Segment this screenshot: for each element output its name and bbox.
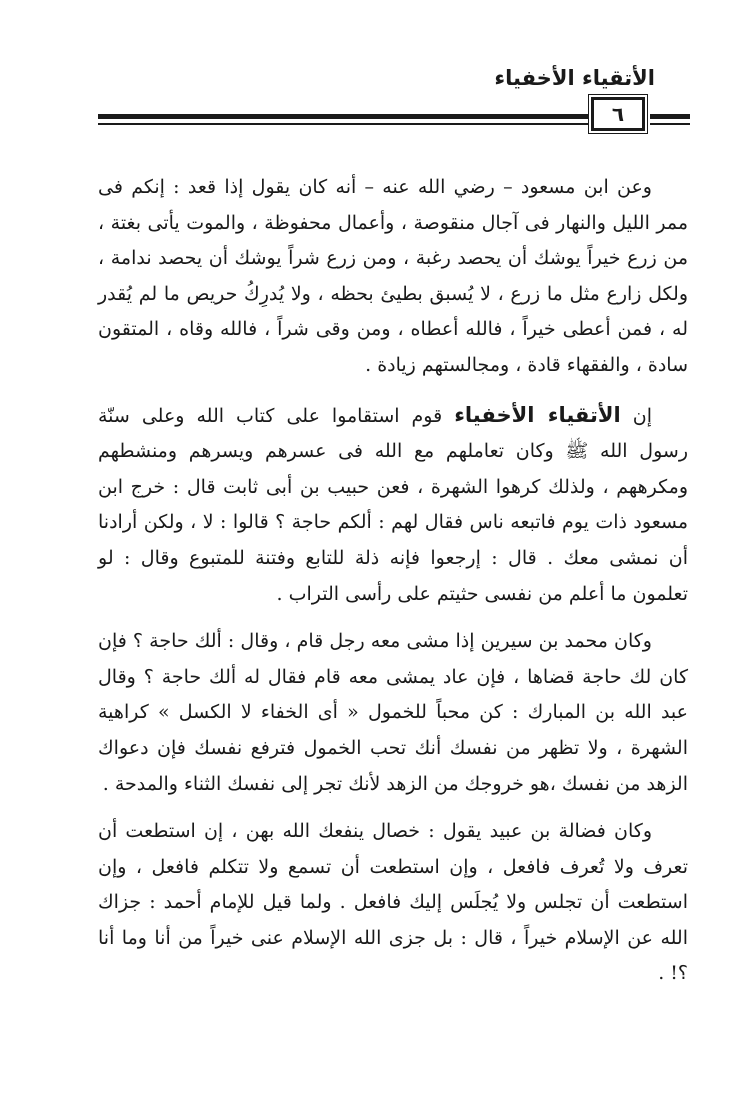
body-text — [98, 170, 688, 992]
header-rule-thick — [98, 114, 588, 119]
header-rule-stub-thick — [650, 114, 690, 119]
paragraph-1: وعن ابن مسعود – رضي الله عنه – أنه كان يقول إذا قعد : إنكم فى ممر الليل والنهار فى آجال منقوصة ، وأعمال محفوظة ، والموت يأتى بغتة ، من زرع خيراً يوشك أن يحصد رغبة ، ومن زرع شراً يوشك أن يحصد ندامة ، ولكل زارع مثل ما زرع ، لا يُسبق بطيئ بحظه ، ولا يُدرِكُ حريص ما لم يُقدر له ، فمن أعطى خيراً ، فالله أعطاه ، ومن وقى شراً ، فالله وقاه ، المتقون سادة ، والفقهاء قادة ، ومجالستهم زيادة . — [98, 176, 688, 376]
paragraph-2 — [98, 398, 688, 613]
page-number: ٦ — [591, 97, 645, 131]
running-title: الأتقياء الأخفياء — [494, 66, 655, 90]
paragraph-3: وكان محمد بن سيرين إذا مشى معه رجل قام ، وقال : ألك حاجة ؟ فإن كان لك حاجة قضاها ، فإن عاد يمشى معه قام فقال له ألك حاجة ؟ وقال عبد الله بن المبارك : كن محباً للخمول « أى الخفاء لا الكسل » كراهية الشهرة ، ولا تظهر من نفسك أنك تحب الخمول فترفع نفسك فإن دعواك الزهد من نفسك ،هو خروجك من الزهد لأنك تجر إلى نفسك الثناء والمدحة . — [98, 630, 688, 795]
paragraph-2-text: قوم استقاموا على كتاب الله وعلى سنّة رسول الله ﷺ وكان تعاملهم مع الله فى عسرهم ويسرهم ومنشطهم ومكرههم ، ولذلك كرهوا الشهرة ، فعن حبيب بن أبى ثابت قال : خرج ابن مسعود ذات يوم فاتبعه ناس فقال لهم : ألكم حاجة ؟ قالوا : لا ، ولكن أرادنا أن نمشى معك . قال : إرجعوا فإنه ذلة للتابع وفتنة للمتبوع وقال : لو تعلمون ما أعلم من نفسى حثيتم على رأسى التراب . — [98, 404, 688, 605]
header-rule-thin — [98, 123, 588, 125]
header-rule-stub-thin — [650, 123, 690, 125]
paragraph-2-lead: إن — [632, 404, 652, 427]
paragraph-2-emphasis: الأتقياء الأخفياء — [454, 402, 621, 427]
paragraph-4: وكان فضالة بن عبيد يقول : خصال ينفعك الله بهن ، إن استطعت أن تعرف ولا تُعرف فافعل ، وإن استطعت أن تسمع ولا تتكلم فافعل ، وإن استطعت أن تجلس ولا يُجلَس إليك فافعل . ولما قيل للإمام أحمد : جزاك الله عن الإسلام خيراً ، قال : بل جزى الله الإسلام عنى خيراً من أنا وما أنا ؟! . — [98, 820, 688, 985]
